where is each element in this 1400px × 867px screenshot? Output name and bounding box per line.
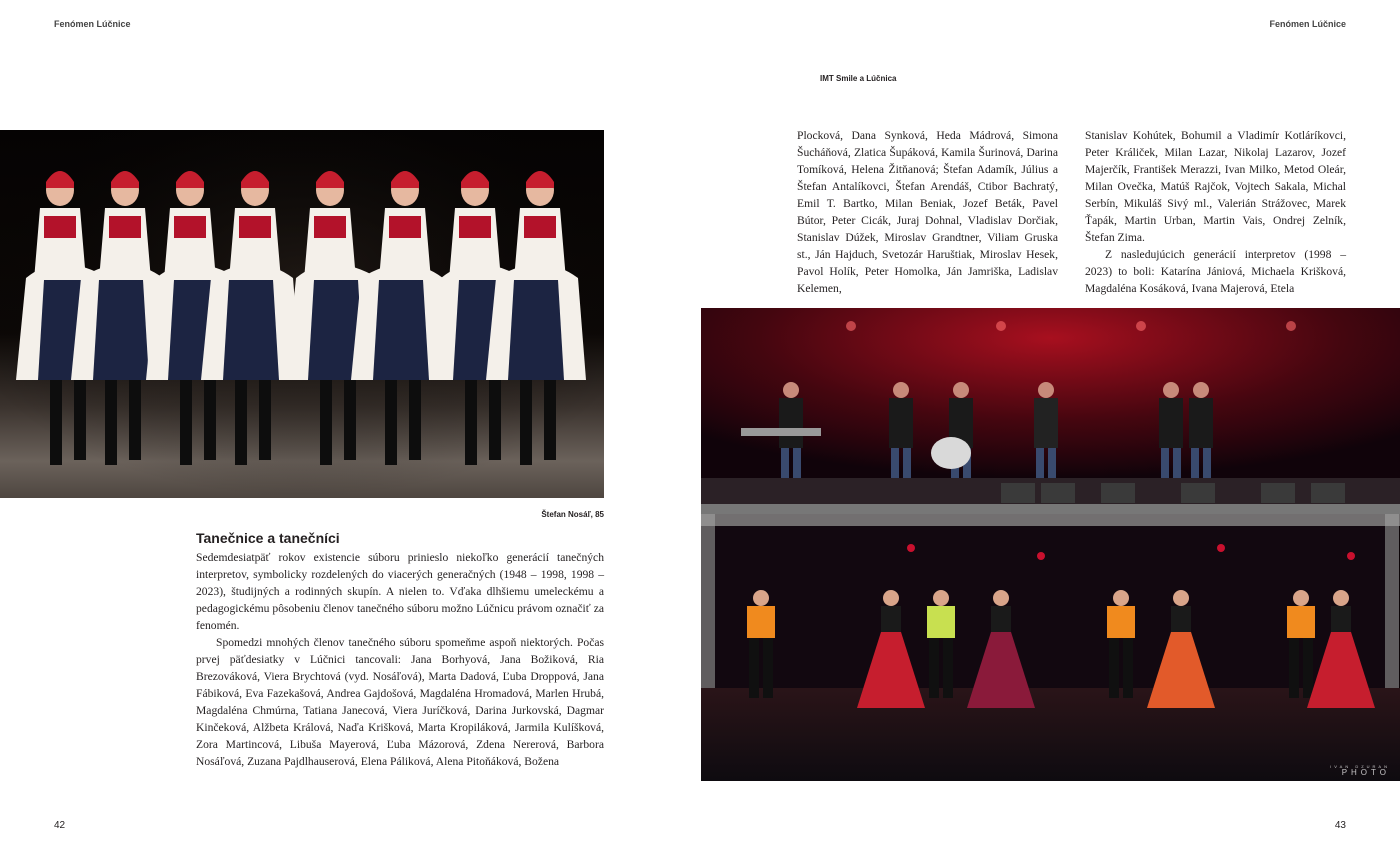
drum-kit bbox=[931, 437, 971, 469]
stage-light bbox=[846, 321, 856, 331]
stage-monitor bbox=[1101, 483, 1135, 503]
paragraph: Spomedzi mnohých členov tanečného súboru spomeňme aspoň niektorých. Počas prvej päťdesiatky v Lúčnici tancovali: Jana Borhyová, Jana Božiková, Ria Brezováková, Viera Brychtová (vyd. Nosáľová), Marta Dadová, Ľuba Droppová, Jana Fábiková, Eva Fazekašová, Andrea Gajdošová, Magdaléna Hromadová, Marlen Hrubá, Magdaléna Chmúrna, Tatiana Janecová, Viera Juríčková, Darina Jurkovská, Dagmar Kinčeková, Alžbeta Králová, Naďa Krišková, Marta Kropiláková, Jarmila Kulíšková, Zora Martincová, Libuša Mayerová, Ľuba Mázorová, Zdena Nererová, Barbora Nosáľová, Zuzana Pajdlhauserová, Elena Páliková, Alena Pitoňáková, Božena bbox=[196, 636, 604, 768]
stage-light bbox=[1136, 321, 1146, 331]
concert-illustration bbox=[701, 308, 1400, 781]
concert-photo bbox=[701, 308, 1400, 781]
paragraph: Z nasledujúcich generácií interpretov (1998 – 2023) to boli: Katarína Jániová, Michaela Krišková, Magdaléna Kosáková, Ivana Majerová, Etela bbox=[1085, 248, 1346, 295]
stage-light bbox=[1347, 552, 1355, 560]
stage-monitor bbox=[1181, 483, 1215, 503]
stage-light bbox=[907, 544, 915, 552]
text-column-right-b bbox=[1085, 127, 1346, 297]
stage-light bbox=[1286, 321, 1296, 331]
keyboard bbox=[741, 428, 821, 436]
stage-light bbox=[1037, 552, 1045, 560]
dancers-photo bbox=[0, 130, 604, 498]
stage-monitor bbox=[1001, 483, 1035, 503]
page-number-left: 42 bbox=[54, 820, 66, 831]
photo-caption-concert: IMT Smile a Lúčnica bbox=[820, 74, 897, 83]
paragraph: Plocková, Dana Synková, Heda Mádrová, Simona Šucháňová, Zlatica Šupáková, Kamila Šurinová, Darina Tomíková, Helena Žitňanová; Štefan Adamík, Július a Štefan Antalíkovci, Štefan Arendáš, Ctibor Bachratý, Emil T. Bartko, Milan Beniak, Jozef Beták, Pavel Bútor, Peter Cicák, Juraj Dohnal, Vladislav Dorčiak, Stanislav Dúžek, Miroslav Grandtner, Viliam Gruska st., Ján Hajduch, Svetozár Haruštiak, Miroslav Hesek, Pavol Holík, Peter Homolka, Ján Jamriška, Ladislav Kelemen, bbox=[797, 129, 1058, 295]
page-number-right: 43 bbox=[1334, 820, 1346, 831]
paragraph: Stanislav Kohútek, Bohumil a Vladimír Kotláríkovci, Peter Králiček, Milan Lazar, Nikolaj Lazarov, Jozef Majerčík, František Merazzi, Ivan Milko, Metod Oleár, Milan Ovečka, Matúš Rajčok, Vojtech Sakala, Michal Serbín, Mikuláš Sivý ml., Valerián Strážovec, Marek Ťapák, Martin Urban, Martin Vais, Ondrej Zelník, Štefan Zima. bbox=[1085, 129, 1346, 244]
dancers-illustration bbox=[0, 130, 604, 498]
text-column-left bbox=[196, 549, 604, 770]
stage-monitor bbox=[1261, 483, 1295, 503]
stage-monitor bbox=[1311, 483, 1345, 503]
stage-light bbox=[996, 321, 1006, 331]
text-column-right-a bbox=[797, 127, 1058, 297]
running-head-left: Fenómen Lúčnice bbox=[54, 19, 131, 29]
stage-monitor bbox=[1041, 483, 1075, 503]
stage-light bbox=[1217, 544, 1225, 552]
photo-credit-dancers: Štefan Nosáľ, 85 bbox=[541, 510, 604, 519]
photo-watermark bbox=[1330, 765, 1390, 777]
paragraph: Sedemdesiatpäť rokov existencie súboru prinieslo niekoľko generácií tanečných interpretov, symbolicky rozdelených do viacerých generačných (1948 – 1998, 1998 – 2023), študijných a rodinných skupín. A nielen to. Vďaka dlhšiemu umeleckému a pedagogickému pôsobeniu členov tanečného súboru možno Lúčnicu právom označiť za fenomén. bbox=[196, 551, 604, 632]
section-heading: Tanečnice a tanečníci bbox=[196, 530, 340, 546]
watermark-small: IVAN DZURAN bbox=[1330, 764, 1390, 769]
watermark-big: PHOTO bbox=[1341, 768, 1390, 777]
running-head-right: Fenómen Lúčnice bbox=[1269, 19, 1346, 29]
